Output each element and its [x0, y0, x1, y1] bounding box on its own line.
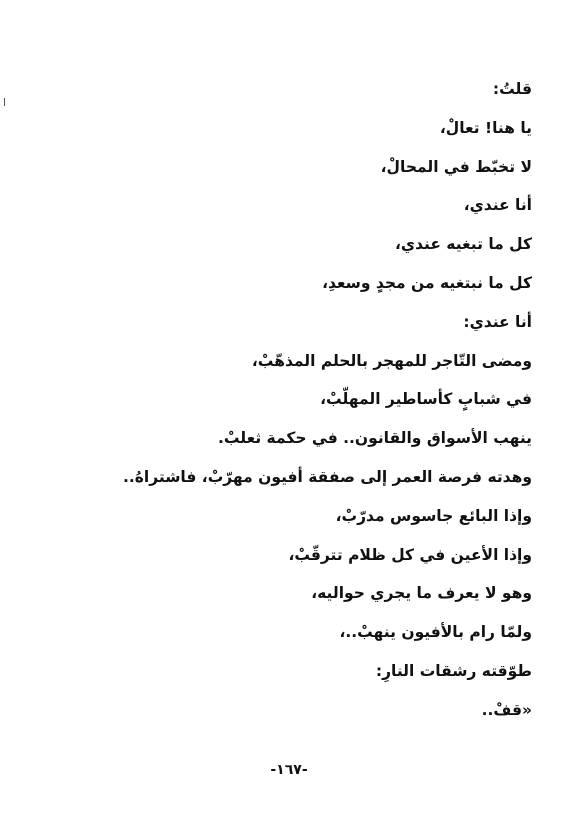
- poem-line: ومضى التّاجر للمهجر بالحلم المذهّبْ،: [251, 351, 532, 370]
- poem-line: وهدته فرصة العمر إلى صفقة أفيون مهرّبْ، فاشتراهُ..: [122, 467, 532, 486]
- poem-line: لا تخبّط في المحالْ،: [380, 157, 532, 176]
- poem-line: وإذا الأعين في كل ظلام تترقّبْ،: [288, 545, 532, 564]
- poem-line: في شبابٍ كأساطير المهلّبْ،: [320, 390, 532, 409]
- poem-line: قلتُ:: [492, 80, 532, 98]
- poem-line: وإذا البائع جاسوس مدرّبْ،: [335, 506, 532, 525]
- poem-line: ولمّا رام بالأفيون ينهبْ..،: [339, 623, 532, 642]
- poem-text: [32, 72, 532, 732]
- poem-line: كل ما نبتغيه من مجدٍ وسعدِ،: [322, 273, 532, 292]
- poem-line: وهو لا يعرف ما يجري حواليه،: [311, 584, 532, 603]
- poem-line: كل ما تبغيه عندي،: [394, 235, 532, 254]
- poem-line: طوّقته رشقات النارِ:: [375, 661, 532, 680]
- poem-line: أنا عندي:: [463, 312, 532, 331]
- poem-line: ينهب الأسواق والقانون.. في حكمة ثعلبْ.: [217, 429, 532, 448]
- poem-line: يا هنا! تعالْ،: [439, 118, 532, 137]
- poem-line: أنا عندي،: [463, 196, 532, 215]
- page-number: -١٦٧-: [270, 762, 308, 778]
- poem-line: «قفْ..: [481, 700, 532, 719]
- margin-mark: [4, 98, 5, 106]
